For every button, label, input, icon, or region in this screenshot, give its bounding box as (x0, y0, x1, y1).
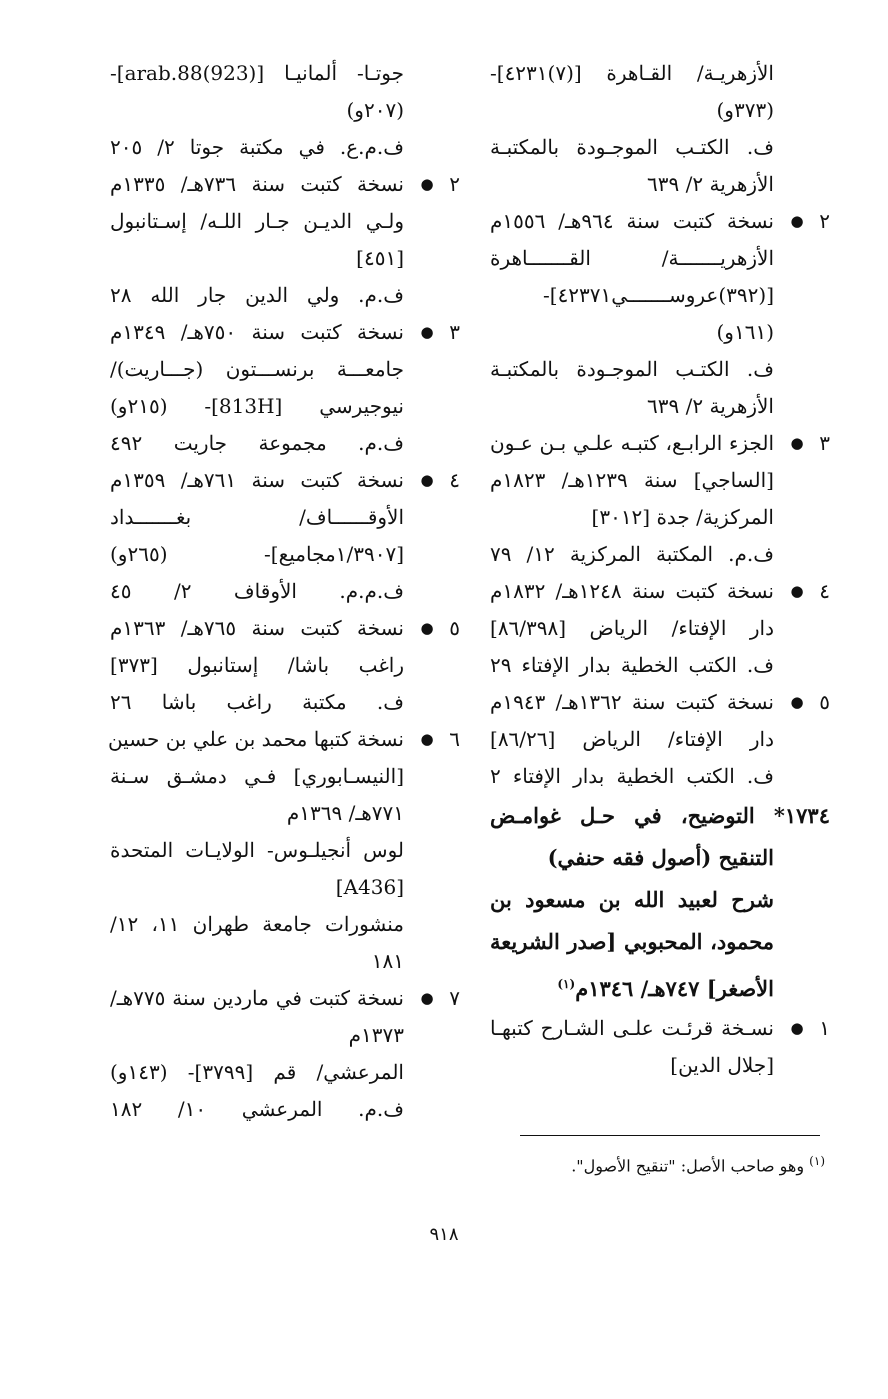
bullet-icon: ● (790, 212, 804, 230)
text-line: [الساجي] سنة ١٢٣٩هـ/ ١٨٢٣م (490, 468, 774, 492)
text-line: الجزء الرابـع، كتبـه علـي بـن عـون (490, 431, 774, 455)
list-item (490, 425, 830, 462)
text-line: نيوجيرسي [813H]- (٢١٥و) (110, 394, 404, 418)
text-line: نسخة كتبت سنة ١٢٤٨هـ/ ١٨٣٢م (490, 579, 774, 603)
text-line: [النيسـابوري] فـي دمشـق سـنة (110, 764, 404, 788)
right-column (490, 55, 830, 1084)
list-item (110, 980, 460, 1017)
text-line: نسخة كتبت سنة ٧٦١هـ/ ١٣٥٩م (110, 468, 404, 492)
item-number: ٥ (819, 690, 830, 714)
text-line: ف.م. المكتبة المركزية ١٢/ ٧٩ (490, 542, 774, 566)
text-line: نسخة كتبت سنة ١٣٦٢هـ/ ١٩٤٣م (490, 690, 774, 714)
bullet-icon: ● (420, 323, 434, 341)
text-line: جامعـــة برنســـتون (جـــاريت)/ (110, 357, 404, 381)
bullet-icon: ● (420, 619, 434, 637)
bullet-icon: ● (420, 175, 434, 193)
text-line: ف. الكتب الخطية بدار الإفتاء ٢ (490, 764, 774, 788)
footnote-text: وهو صاحب الأصل: "تنقيح الأصول". (571, 1156, 805, 1176)
text-line: ف.م. مجموعة جاريت ٤٩٢ (110, 431, 404, 455)
list-item (110, 166, 460, 203)
list-item (110, 610, 460, 647)
text-line: ف.م.م. الأوقاف ٢/ ٤٥ (110, 579, 404, 603)
text-line: ف.م.ع. في مكتبة جوتا ٢/ ٢٠٥ (110, 135, 404, 159)
text-line: نسخة كتبت سنة ٧٥٠هـ/ ١٣٤٩م (110, 320, 404, 344)
text-line: نسخة كتبت سنة ٧٦٥هـ/ ١٣٦٣م (110, 616, 404, 640)
entry-heading (490, 795, 830, 1010)
bullet-icon: ● (420, 730, 434, 748)
footnote-marker: (١) (809, 1154, 825, 1168)
text-line: الأزهريـة/ القـاهرة [(٧)٤٢٣١]- (490, 61, 774, 85)
text-line: ٧٧١هـ/ ١٣٦٩م (286, 801, 404, 825)
item-number: ٤ (449, 468, 460, 492)
item-number: ٥ (449, 616, 460, 640)
list-item (110, 314, 460, 351)
text-line: ولـي الديـن جـار اللـه/ إسـتانبول (110, 209, 404, 233)
entry-title-line: شرح لعبيد الله بن مسعود بن (490, 887, 774, 912)
list-item (110, 462, 460, 499)
footnote-divider (520, 1135, 820, 1136)
text-line: الأزهريـــــــة/ القـــــــاهرة (490, 246, 774, 270)
list-item (490, 573, 830, 610)
item-number: ١ (819, 1016, 830, 1040)
text-line: ف. الكتب الخطية بدار الإفتاء ٢٩ (490, 653, 774, 677)
list-item (107, 721, 460, 758)
text-line: جوتـا- ألمانيـا [arab.88(923)]- (110, 61, 404, 85)
text-line: نسخة كتبت سنة ٩٦٤هـ/ ١٥٥٦م (490, 209, 774, 233)
list-item (490, 684, 830, 721)
entry-title-line: محمود، المحبوبي [صدر الشريعة (490, 929, 774, 954)
text-line: راغب باشا/ إستانبول [٣٧٣] (110, 653, 404, 677)
text-line: ف.م. ولي الدين جار الله ٢٨ (110, 283, 404, 307)
text-line: [جلال الدين] (670, 1053, 774, 1077)
item-number: ٣ (819, 431, 830, 455)
item-number: ٧ (449, 986, 460, 1010)
text-line: (٢٠٧و) (346, 98, 404, 122)
text-line: (٣٧٣و) (716, 98, 774, 122)
entry-author-dates: الأصغر] ٧٤٧هـ/ ١٣٤٦م (575, 976, 774, 1001)
text-line: الأزهرية ٢/ ٦٣٩ (647, 172, 774, 196)
text-line: ف. الكتـب الموجـودة بالمكتبـة (490, 357, 774, 381)
item-number: ٦ (449, 727, 460, 751)
text-line: المركزية/ جدة [٣٠١٢] (591, 505, 774, 529)
text-line: ف.م. المرعشي ١٠/ ١٨٢ (110, 1097, 404, 1121)
text-line: الأزهرية ٢/ ٦٣٩ (647, 394, 774, 418)
text-line: [(٣٩٢)عروســـــــي٤٢٣٧١]- (543, 283, 774, 307)
text-line: نسخة كتبها محمد بن علي بن حسين (107, 727, 404, 751)
page-number: ٩١٨ (429, 1224, 459, 1245)
entry-title-line: ١٧٣٤* التوضيح، في حـل غوامـض (490, 803, 830, 828)
text-line: نسخة كتبت سنة ٧٣٦هـ/ ١٣٣٥م (110, 172, 404, 196)
bullet-icon: ● (790, 1019, 804, 1037)
bullet-icon: ● (790, 434, 804, 452)
item-number: ٣ (449, 320, 460, 344)
left-column (107, 55, 460, 1128)
text-line: ١٨١ (371, 949, 404, 973)
bullet-icon: ● (420, 989, 434, 1007)
text-line: نسخة كتبت في ماردين سنة ٧٧٥هـ/ (110, 986, 404, 1010)
item-number: ٤ (819, 579, 830, 603)
text-line: ف. مكتبة راغب باشا ٢٦ (110, 690, 404, 714)
footnote-ref: (١) (557, 977, 576, 991)
item-number: ٢ (449, 172, 460, 196)
text-line: دار الإفتاء/ الرياض [٨٦/٣٩٨] (490, 616, 774, 640)
text-line: [A436] (335, 875, 404, 899)
text-line: نسـخة قرئـت علـى الشـارح كتبهـا (490, 1016, 774, 1040)
footnote (480, 1148, 825, 1179)
list-item (490, 203, 830, 240)
bullet-icon: ● (790, 582, 804, 600)
list-item (490, 1010, 830, 1047)
bullet-icon: ● (790, 693, 804, 711)
text-line: ف. الكتـب الموجـودة بالمكتبـة (490, 135, 774, 159)
text-line: الأوقــــــاف/ بغـــــــداد (110, 505, 404, 529)
bullet-icon: ● (420, 471, 434, 489)
entry-title-line: التنقيح (أصول فقه حنفي) (547, 845, 774, 870)
text-line: [١/٣٩٠٧مجاميع]- (٢٦٥و) (110, 542, 404, 566)
text-line: (١٦١و) (716, 320, 774, 344)
text-line: منشورات جامعة طهران ١١، ١٢/ (110, 912, 405, 936)
entry-title-line (490, 963, 830, 1010)
text-line: المرعشي/ قم [٣٧٩٩]- (١٤٣و) (110, 1060, 404, 1084)
text-line: ١٣٧٣م (348, 1023, 404, 1047)
text-line: دار الإفتاء/ الرياض [٨٦/٢٦] (490, 727, 774, 751)
text-line: [٤٥١] (356, 246, 404, 270)
item-number: ٢ (819, 209, 830, 233)
text-line: لوس أنجيلـوس- الولايـات المتحدة (110, 838, 404, 862)
